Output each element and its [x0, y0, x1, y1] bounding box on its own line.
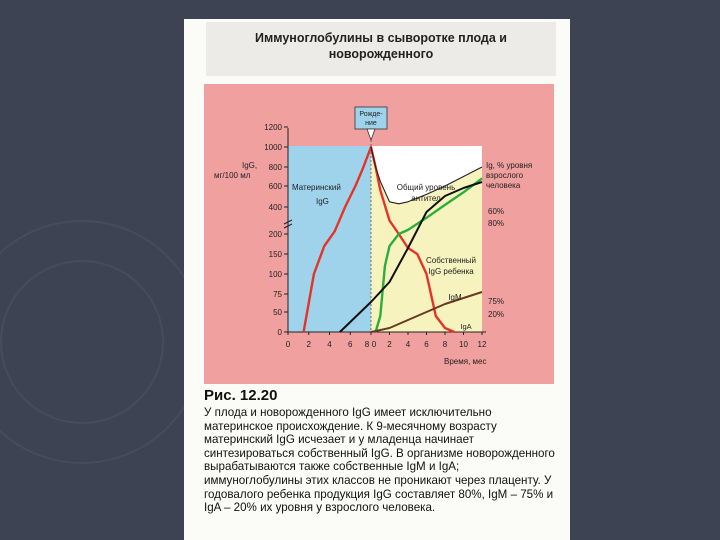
figure-caption-text: У плода и новорожденного IgG имеет исключительно материнское происхождение. К 9-месячному возрасту материнский IgG исчезает и у младенца начинает синтезироваться собственный IgG. В организме новорожденного вырабатываются также собственные IgM и IgA; иммуноглобулины этих классов не проникают через плаценту. У годовалого ребенка продукция IgG составляет 80%, IgM – 75% и IgA – 20% их уровня у взрослого человека. — [204, 406, 555, 515]
birth-marker-label-2: ние — [365, 120, 377, 127]
igm-label: IgM — [448, 293, 462, 302]
birth-marker-arrow — [367, 129, 375, 140]
x-tick-label: 0 — [371, 340, 377, 349]
figure-label: Рис. 12.20 — [204, 387, 278, 404]
background-watermark-inner — [0, 260, 164, 424]
x-tick-label: 4 — [405, 340, 411, 349]
chart-panel — [204, 84, 554, 384]
y-tick-label: 1000 — [264, 143, 282, 152]
total-antibody-label: Общий уровень — [396, 183, 456, 192]
y-tick-label: 75 — [273, 290, 282, 299]
y-axis-label-right-2: взрослого — [486, 171, 524, 180]
y-tick-label: 50 — [273, 308, 282, 317]
x-tick-label: 0 — [285, 340, 291, 349]
own-igg-label-2: IgG ребенка — [428, 267, 474, 276]
figure-title: Иммуноглобулины в сыворотке плода и новорожденного — [255, 31, 507, 61]
y-tick-label: 800 — [268, 163, 282, 172]
y-axis-label-right: Ig, % уровня — [486, 161, 533, 170]
percent-label: 20% — [488, 310, 505, 319]
title-band — [206, 22, 556, 76]
x-tick-label: 4 — [327, 340, 332, 349]
y-axis-label-left: IgG, — [242, 161, 258, 170]
x-tick-label: 8 — [364, 340, 370, 349]
x-tick-label: 6 — [424, 340, 429, 349]
maternal-igg-label: Материнский — [292, 183, 341, 192]
y-axis-label-left-units: мг/100 мл — [214, 171, 251, 180]
x-tick-label: 2 — [306, 340, 311, 349]
x-tick-label: 8 — [442, 340, 448, 349]
y-axis-label-right-3: человека — [486, 181, 521, 190]
percent-label: 60% — [488, 207, 505, 216]
percent-label: 80% — [488, 219, 505, 228]
maternal-igg-label-2: IgG — [316, 197, 329, 206]
x-tick-label: 10 — [459, 340, 468, 349]
x-tick-label: 6 — [348, 340, 353, 349]
y-tick-label: 200 — [268, 230, 282, 239]
y-tick-label: 600 — [268, 182, 282, 191]
y-tick-label: 150 — [268, 250, 282, 259]
iga-label: IgA — [460, 322, 472, 331]
percent-label: 75% — [488, 297, 505, 306]
y-tick-label: 100 — [268, 270, 282, 279]
caption — [204, 385, 559, 515]
x-axis-label: Время, мес — [444, 357, 487, 366]
x-tick-label: 12 — [477, 340, 487, 349]
own-igg-label: Собственный — [425, 256, 477, 265]
y-tick-label: 400 — [268, 203, 282, 212]
slide — [184, 19, 570, 540]
total-antibody-label-2: антител — [411, 194, 441, 203]
y-tick-label: 1200 — [264, 123, 282, 132]
y-tick-label: 0 — [277, 328, 282, 337]
immunoglobulin-chart — [204, 84, 554, 384]
x-tick-label: 2 — [387, 340, 392, 349]
birth-marker-label: Рожде- — [359, 111, 383, 118]
